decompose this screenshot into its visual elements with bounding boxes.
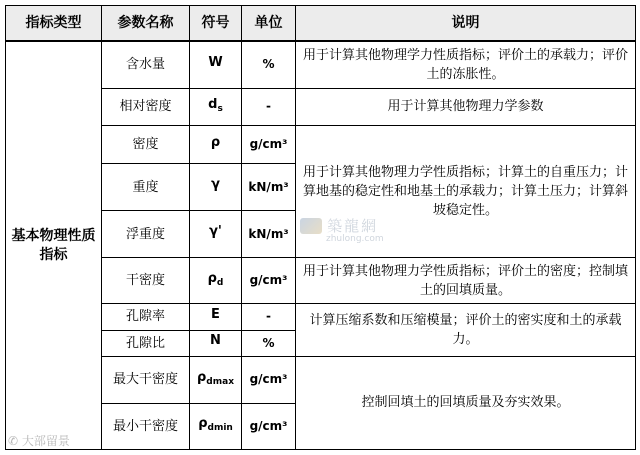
description-cell: 用于计算其他物理学力性质指标；评价土的承载力；评价土的冻胀性。 [296,41,636,88]
parameter-unit: g/cm³ [242,356,296,403]
stamp-text: 大部留景 [21,434,70,448]
soil-parameter-table [5,5,636,450]
description-cell: 用于计算其他物理力学性质指标；计算土的自重压力；计算地基的稳定性和地基土的承载力；计算土压力；计算斜坡稳定性。 [296,126,636,258]
parameter-unit: g/cm³ [242,403,296,449]
parameter-name: 重度 [102,164,190,211]
parameter-unit: g/cm³ [242,258,296,304]
parameter-name: 干密度 [102,258,190,304]
header-unit: 单位 [242,6,296,42]
parameter-symbol: γ [190,164,242,211]
parameter-name: 孔隙率 [102,304,190,330]
header-category: 指标类型 [6,6,102,42]
category-cell: 基本物理性质指标 [6,41,102,450]
header-description: 说明 [296,6,636,42]
stamp-icon: ✆ [8,434,19,448]
parameter-unit: kN/m³ [242,164,296,211]
parameter-name: 相对密度 [102,88,190,126]
parameter-name: 浮重度 [102,211,190,258]
description-cell: 用于计算其他物理力学性质指标；评价土的密度；控制填土的回填质量。 [296,258,636,304]
parameter-unit: % [242,41,296,88]
watermark-text: 築龍網 [327,217,379,235]
parameter-name: 最小干密度 [102,403,190,449]
description-cell: 计算压缩系数和压缩模量；评价土的密实度和土的承载力。 [296,304,636,356]
header-parameter-name: 参数名称 [102,6,190,42]
parameter-unit: - [242,304,296,330]
parameter-symbol: $\rho_{dmax}$ [190,356,242,403]
parameter-unit: - [242,88,296,126]
parameter-symbol: $\rho_{dmin}$ [190,403,242,449]
header-symbol: 符号 [190,6,242,42]
description-cell: 用于计算其他物理力学参数 [296,88,636,126]
parameter-symbol: $\rho_d$ [190,258,242,304]
parameter-unit: g/cm³ [242,126,296,164]
parameter-symbol: $d_s$ [190,88,242,126]
parameter-name: 孔隙比 [102,330,190,356]
parameter-symbol: N [190,330,242,356]
parameter-symbol: W [190,41,242,88]
parameter-name: 含水量 [102,41,190,88]
parameter-name: 最大干密度 [102,356,190,403]
parameter-unit: % [242,330,296,356]
parameter-symbol: γ' [190,211,242,258]
parameter-symbol: E [190,304,242,330]
header-row [6,6,636,42]
watermark-site: zhulong.com [326,234,384,244]
table-row [6,41,636,88]
parameter-unit: kN/m³ [242,211,296,258]
description-cell: 控制回填土的回填质量及夯实效果。 [296,356,636,449]
parameter-symbol: ρ [190,126,242,164]
parameter-name: 密度 [102,126,190,164]
